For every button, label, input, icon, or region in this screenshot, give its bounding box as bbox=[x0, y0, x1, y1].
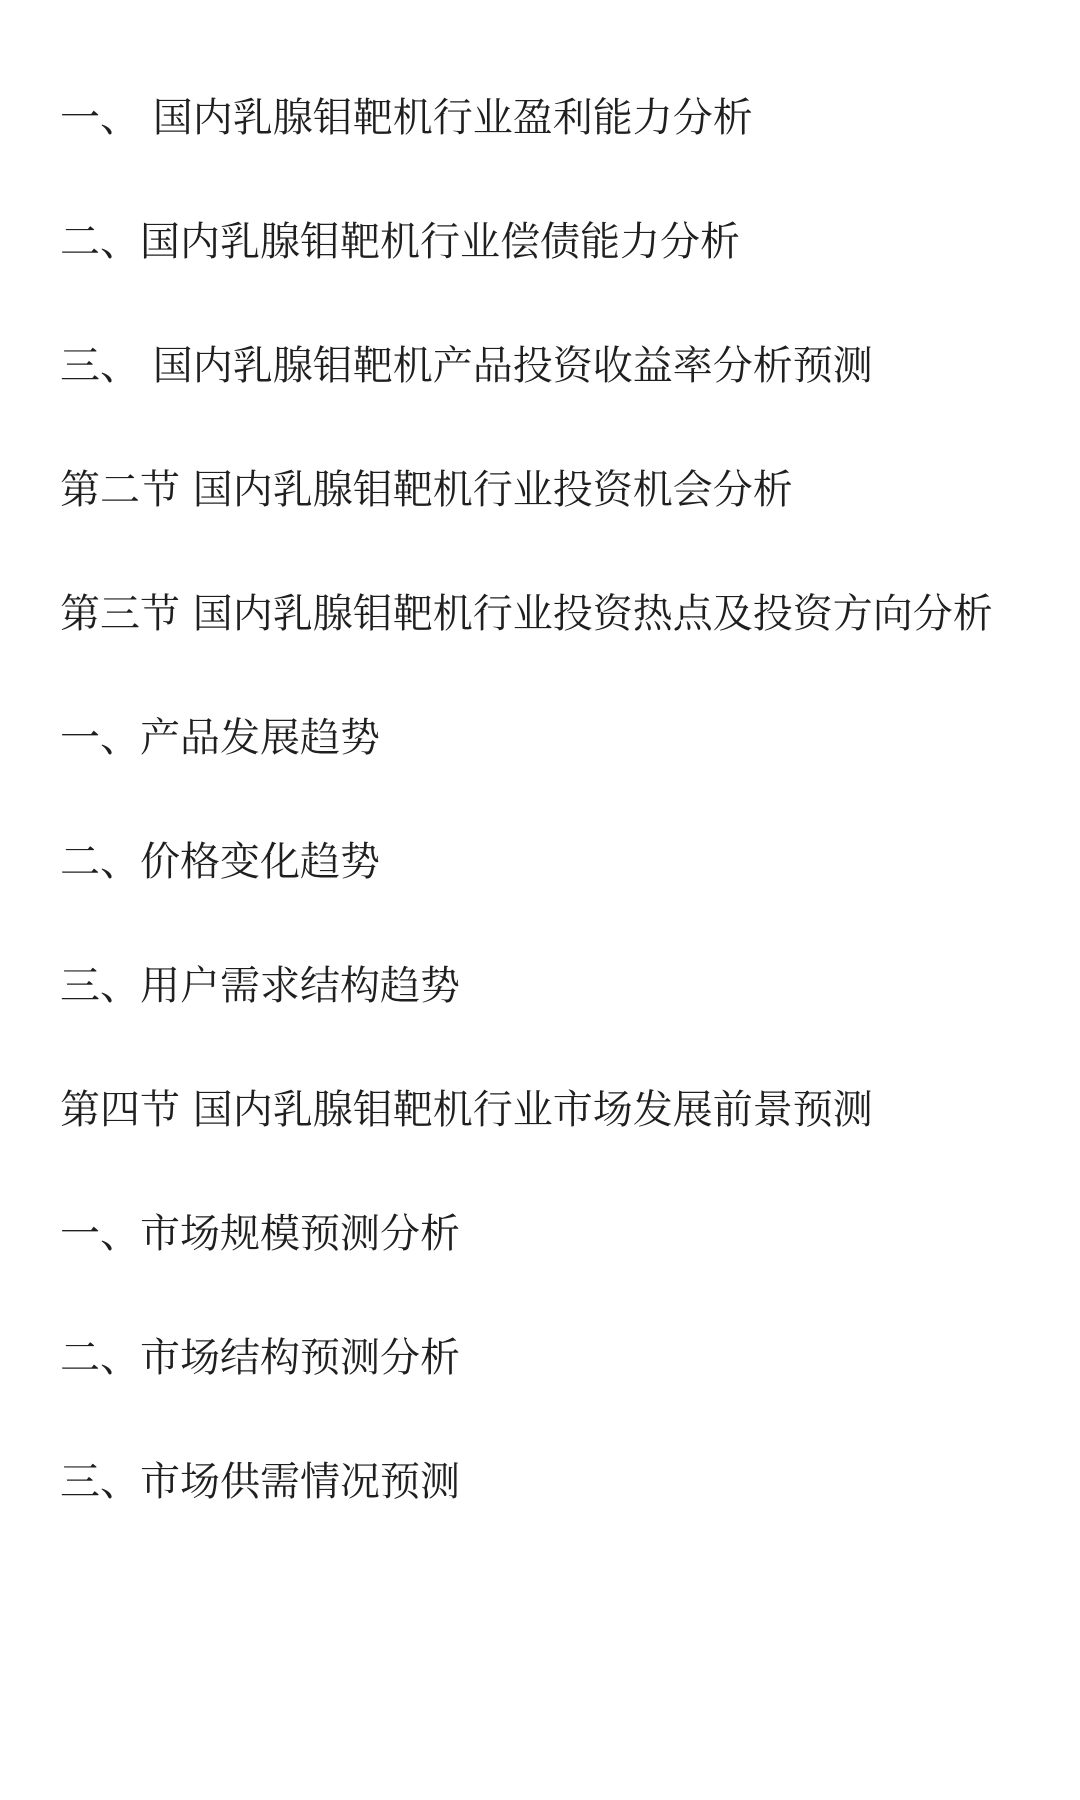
section-heading: 第二节 国内乳腺钼靶机行业投资机会分析 bbox=[60, 467, 793, 513]
document-body bbox=[60, 80, 1040, 1520]
list-item: 二、市场结构预测分析 bbox=[60, 1335, 460, 1381]
section-heading: 第四节 国内乳腺钼靶机行业市场发展前景预测 bbox=[60, 1087, 873, 1133]
list-item: 二、价格变化趋势 bbox=[60, 839, 380, 885]
list-item: 三、 国内乳腺钼靶机产品投资收益率分析预测 bbox=[60, 343, 873, 389]
list-item: 二、国内乳腺钼靶机行业偿债能力分析 bbox=[60, 219, 740, 265]
section-heading: 第三节 国内乳腺钼靶机行业投资热点及投资方向分析 bbox=[60, 591, 993, 637]
list-item: 一、市场规模预测分析 bbox=[60, 1211, 460, 1257]
list-item: 一、 国内乳腺钼靶机行业盈利能力分析 bbox=[60, 95, 753, 141]
list-item: 三、用户需求结构趋势 bbox=[60, 963, 460, 1009]
list-item: 一、产品发展趋势 bbox=[60, 715, 380, 761]
list-item: 三、市场供需情况预测 bbox=[60, 1459, 460, 1505]
